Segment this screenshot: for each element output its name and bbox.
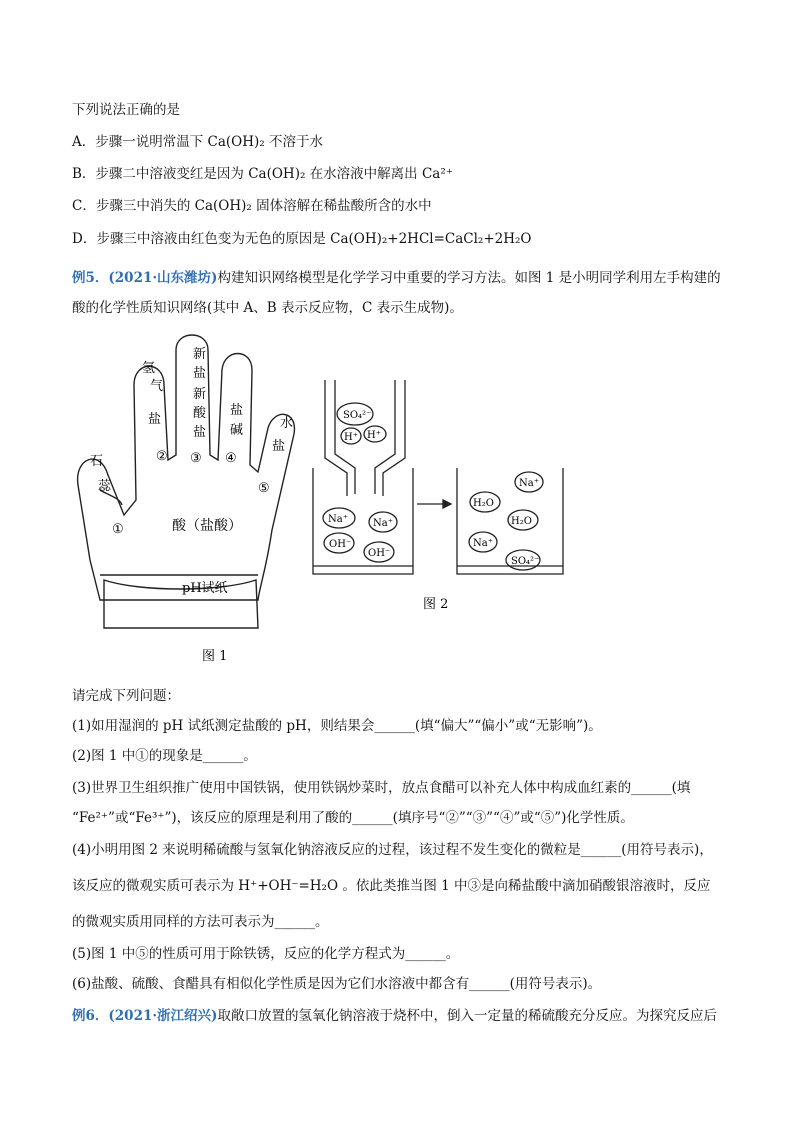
circle-num-1: ① xyxy=(112,522,124,537)
example-6-label: 例6．(2021·浙江绍兴) xyxy=(72,1008,218,1024)
prompt-line: 请完成下列问题： xyxy=(72,688,180,704)
example-6-line xyxy=(72,1006,717,1026)
ring-label-2: 碱 xyxy=(230,423,244,438)
question-3-line-1: (3)世界卫生组织推广使用中国铁锅，使用铁锅炒菜时，放点食醋可以补充人体中构成血红素的______(填 xyxy=(72,780,691,796)
example-5-label: 例5．(2021·山东潍坊) xyxy=(72,270,218,286)
figure-2-reaction xyxy=(305,378,585,618)
circle-num-2: ② xyxy=(156,449,168,464)
example-5-line-2: 酸的化学性质知识网络(其中 A、B 表示反应物，C 表示生成物)。 xyxy=(72,300,463,316)
question-2: (2)图 1 中①的现象是______。 xyxy=(72,748,257,764)
middle-label-3: 新 xyxy=(193,387,207,402)
question-4-line-3: 的微观实质用同样的方法可表示为______。 xyxy=(72,914,329,930)
ion-oh-left-1: OH⁻ xyxy=(329,539,352,550)
arrow-head xyxy=(443,500,451,508)
option-a: A．步骤一说明常温下 Ca(OH)₂ 不溶于水 xyxy=(72,134,323,150)
figure-1-caption: 图 1 xyxy=(202,649,228,664)
option-c: C．步骤三中消失的 Ca(OH)₂ 固体溶解在稀盐酸所含的水中 xyxy=(72,198,432,214)
ion-na-right-1: Na⁺ xyxy=(519,478,539,489)
ion-na-right-2: Na⁺ xyxy=(473,538,493,549)
ion-na-left-2: Na⁺ xyxy=(373,518,393,529)
hand-outline xyxy=(78,335,295,600)
middle-label-2: 盐 xyxy=(193,366,207,381)
example-5-text-1: 构建知识网络模型是化学学习中重要的学习方法。如图 1 是小明同学利用左手构建的 xyxy=(217,270,721,286)
ion-h-2: H⁺ xyxy=(367,430,381,441)
circle-num-3: ③ xyxy=(190,451,202,466)
index-label-1: 氢 xyxy=(142,361,156,376)
question-1: (1)如用湿润的 pH 试纸测定盐酸的 pH，则结果会______(填“偏大”“偏小”或“无影响”)。 xyxy=(72,718,602,734)
molecule-h2o-1: H₂O xyxy=(473,498,494,509)
little-label-1: 水 xyxy=(280,416,294,431)
middle-label-4: 酸 xyxy=(193,406,207,421)
ion-h-1: H⁺ xyxy=(344,432,358,443)
intro-line: 下列说法正确的是 xyxy=(72,102,180,118)
example-5-line-1 xyxy=(72,268,721,288)
option-d: D．步骤三中溶液由红色变为无色的原因是 Ca(OH)₂+2HCl=CaCl₂+2H₂O xyxy=(72,231,532,247)
ring-label-1: 盐 xyxy=(230,403,244,418)
index-label-3: 盐 xyxy=(148,412,162,427)
beaker-right xyxy=(457,468,563,574)
question-3-line-2: “Fe²⁺”或“Fe³⁺”)，该反应的原理是利用了酸的______(填序号“②”“③”“④”或“⑤”)化学性质。 xyxy=(72,810,634,826)
ion-so4-dropper: SO₄²⁻ xyxy=(343,410,372,421)
palm-label: 酸（盐酸） xyxy=(172,518,242,534)
question-4-line-1: (4)小明用图 2 来说明稀硫酸与氢氧化钠溶液反应的过程，该过程不发生变化的微粒是______(用符号表示)， xyxy=(72,842,713,858)
thumb-label-2: 蕊 xyxy=(98,479,112,494)
circle-num-4: ④ xyxy=(225,451,237,466)
ion-na-left-1: Na⁺ xyxy=(328,514,348,525)
middle-label-5: 盐 xyxy=(193,425,207,440)
little-label-2: 盐 xyxy=(272,439,286,454)
middle-label-1: 新 xyxy=(193,347,207,362)
question-6: (6)盐酸、硫酸、食醋具有相似化学性质是因为它们水溶液中都含有______(用符号表示)。 xyxy=(72,976,602,992)
ion-so4-right: SO₄²⁻ xyxy=(511,556,540,567)
wrist-label: pH试纸 xyxy=(182,581,228,596)
wrist-band xyxy=(104,580,258,628)
circle-num-5: ⑤ xyxy=(258,481,270,496)
question-4-line-2: 该反应的微观实质可表示为 H⁺+OH⁻=H₂O 。依此类推当图 1 中③是向稀盐酸中滴加硝酸银溶液时，反应 xyxy=(72,878,711,894)
thumb-label-1: 石 xyxy=(90,454,104,469)
index-label-2: 气 xyxy=(150,379,164,394)
figure-2-caption: 图 2 xyxy=(423,597,449,612)
figure-1-hand xyxy=(60,330,320,670)
ion-oh-left-2: OH⁻ xyxy=(368,548,391,559)
question-5: (5)图 1 中⑤的性质可用于除铁锈，反应的化学方程式为______。 xyxy=(72,946,460,962)
example-6-text: 取敞口放置的氢氧化钠溶液于烧杯中，倒入一定量的稀硫酸充分反应。为探究反应后 xyxy=(217,1008,717,1024)
option-b: B．步骤二中溶液变红是因为 Ca(OH)₂ 在水溶液中解离出 Ca²⁺ xyxy=(72,166,453,182)
molecule-h2o-2: H₂O xyxy=(511,516,532,527)
